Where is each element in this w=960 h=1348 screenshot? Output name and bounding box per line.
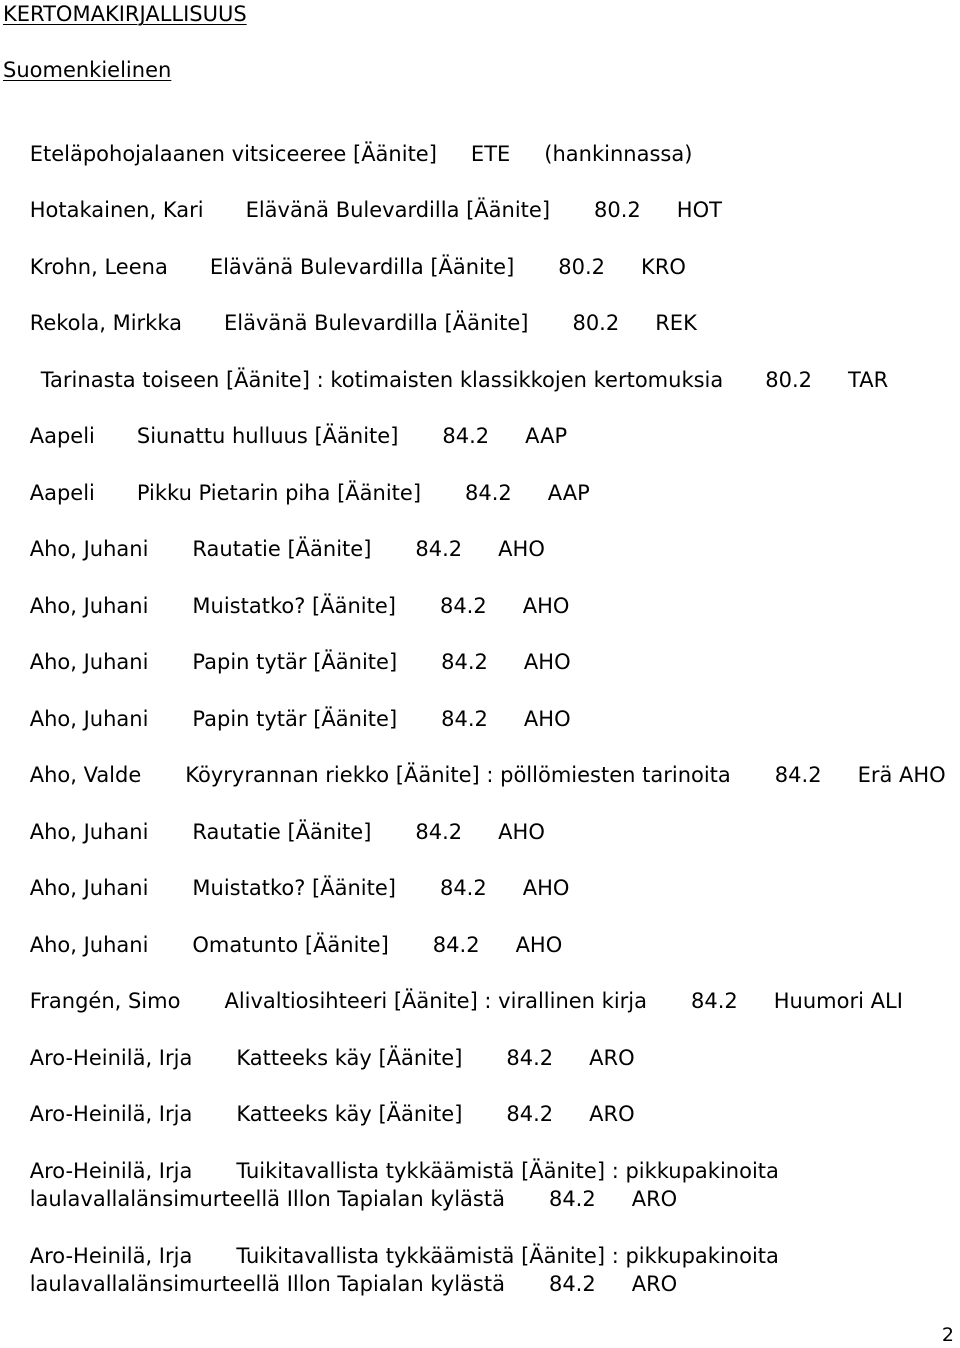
entry-author: Frangén, Simo <box>29 989 181 1013</box>
entry-title: Elävänä Bulevardilla [Äänite] <box>224 311 529 335</box>
entry-title: Elävänä Bulevardilla [Äänite] <box>245 198 551 222</box>
entry-class: 84.2 <box>442 424 490 448</box>
entry-author: Rekola, Mirkka <box>29 311 182 335</box>
entry-code: AHO <box>498 537 545 561</box>
entry-title: Pikku Pietarin piha [Äänite] <box>136 481 422 505</box>
entry-title: Muistatko? [Äänite] <box>192 594 396 618</box>
section-title: KERTOMAKIRJALLISUUS <box>3 2 247 26</box>
entry-class: 80.2 <box>572 311 620 335</box>
entry-title: Tuikitavallista tykkäämistä [Äänite] : pikkupakinoita <box>236 1159 779 1183</box>
entry-class: 84.2 <box>432 933 480 957</box>
entry-code: AHO <box>523 707 571 731</box>
entry-title: Eteläpohojalaanen vitsiceeree [Äänite] <box>29 142 437 166</box>
entry-code: AHO <box>523 650 571 674</box>
entry-title: Alivaltiosihteeri [Äänite] : virallinen kirja <box>224 989 647 1013</box>
entry-class: 84.2 <box>439 876 487 900</box>
entry-code: AHO <box>498 820 545 844</box>
entry-title: Omatunto [Äänite] <box>192 933 389 957</box>
entry-code: AHO <box>515 933 563 957</box>
entry-title: Rautatie [Äänite] <box>192 820 372 844</box>
subsection-title: Suomenkielinen <box>3 58 172 82</box>
entry-code: ARO <box>589 1102 635 1126</box>
entry-author: Aho, Juhani <box>29 876 149 900</box>
entry-title-continued: laulavallalänsimurteellä Illon Tapialan kylästä <box>29 1272 505 1296</box>
entry-class: 84.2 <box>691 989 738 1013</box>
entry-code: ARO <box>589 1046 635 1070</box>
entry-code: HOT <box>676 198 722 222</box>
entry-class: 84.2 <box>439 594 487 618</box>
entry-title: Siunattu hulluus [Äänite] <box>136 424 399 448</box>
entry-author: Aro-Heinilä, Irja <box>29 1159 193 1183</box>
entry-author: Aho, Juhani <box>29 650 149 674</box>
entry-title: Muistatko? [Äänite] <box>192 876 396 900</box>
entry-title: Köyryrannan riekko [Äänite] : pöllömiesten tarinoita <box>185 763 731 787</box>
entry-class: 80.2 <box>594 198 641 222</box>
entry-author: Aro-Heinilä, Irja <box>29 1102 193 1126</box>
entry-class: 84.2 <box>506 1046 554 1070</box>
entry-note: (hankinnassa) <box>544 142 693 166</box>
entry-code: Erä AHO <box>857 763 946 787</box>
entry-code: TAR <box>848 368 889 392</box>
entry-class: 84.2 <box>441 650 488 674</box>
entry-class: 84.2 <box>415 820 463 844</box>
catalog-entry-continuation <box>3 1242 677 1326</box>
entry-class: 84.2 <box>465 481 512 505</box>
entry-code: KRO <box>641 255 686 279</box>
entry-code: REK <box>655 311 697 335</box>
entry-author: Krohn, Leena <box>29 255 168 279</box>
entry-title: Rautatie [Äänite] <box>192 537 372 561</box>
entry-code: ETE <box>470 142 511 166</box>
entry-title: Katteeks käy [Äänite] <box>236 1046 463 1070</box>
entry-author: Aho, Valde <box>29 763 142 787</box>
entry-class: 80.2 <box>765 368 813 392</box>
entry-title: Tarinasta toiseen [Äänite] : kotimaisten klassikkojen kertomuksia <box>40 368 724 392</box>
entry-title-continued: laulavallalänsimurteellä Illon Tapialan kylästä <box>29 1187 505 1211</box>
entry-code: AAP <box>525 424 568 448</box>
entry-author: Aho, Juhani <box>29 537 149 561</box>
entry-code: Huumori ALI <box>773 989 903 1013</box>
entry-code: AAP <box>547 481 590 505</box>
entry-title: Elävänä Bulevardilla [Äänite] <box>209 255 515 279</box>
entry-class: 84.2 <box>548 1187 596 1211</box>
entry-title: Papin tytär [Äänite] <box>192 650 398 674</box>
entry-class: 80.2 <box>558 255 606 279</box>
entry-class: 84.2 <box>441 707 488 731</box>
entry-author: Aro-Heinilä, Irja <box>29 1244 193 1268</box>
entry-class: 84.2 <box>506 1102 554 1126</box>
entry-code: ARO <box>631 1187 678 1211</box>
page-number: 2 <box>941 1324 954 1346</box>
entry-author: Aapeli <box>29 424 95 448</box>
entry-code: AHO <box>522 594 570 618</box>
entry-class: 84.2 <box>548 1272 596 1296</box>
entry-author: Hotakainen, Kari <box>29 198 204 222</box>
entry-author: Aho, Juhani <box>29 594 149 618</box>
entry-author: Aho, Juhani <box>29 707 149 731</box>
entry-author: Aapeli <box>29 481 95 505</box>
entry-class: 84.2 <box>774 763 822 787</box>
entry-code: AHO <box>522 876 570 900</box>
entry-title: Katteeks käy [Äänite] <box>236 1102 463 1126</box>
entry-title: Papin tytär [Äänite] <box>192 707 398 731</box>
entry-author: Aho, Juhani <box>29 933 149 957</box>
entry-author: Aro-Heinilä, Irja <box>29 1046 193 1070</box>
entry-author: Aho, Juhani <box>29 820 149 844</box>
entry-class: 84.2 <box>415 537 463 561</box>
entry-title: Tuikitavallista tykkäämistä [Äänite] : pikkupakinoita <box>236 1244 779 1268</box>
entry-code: ARO <box>631 1272 678 1296</box>
